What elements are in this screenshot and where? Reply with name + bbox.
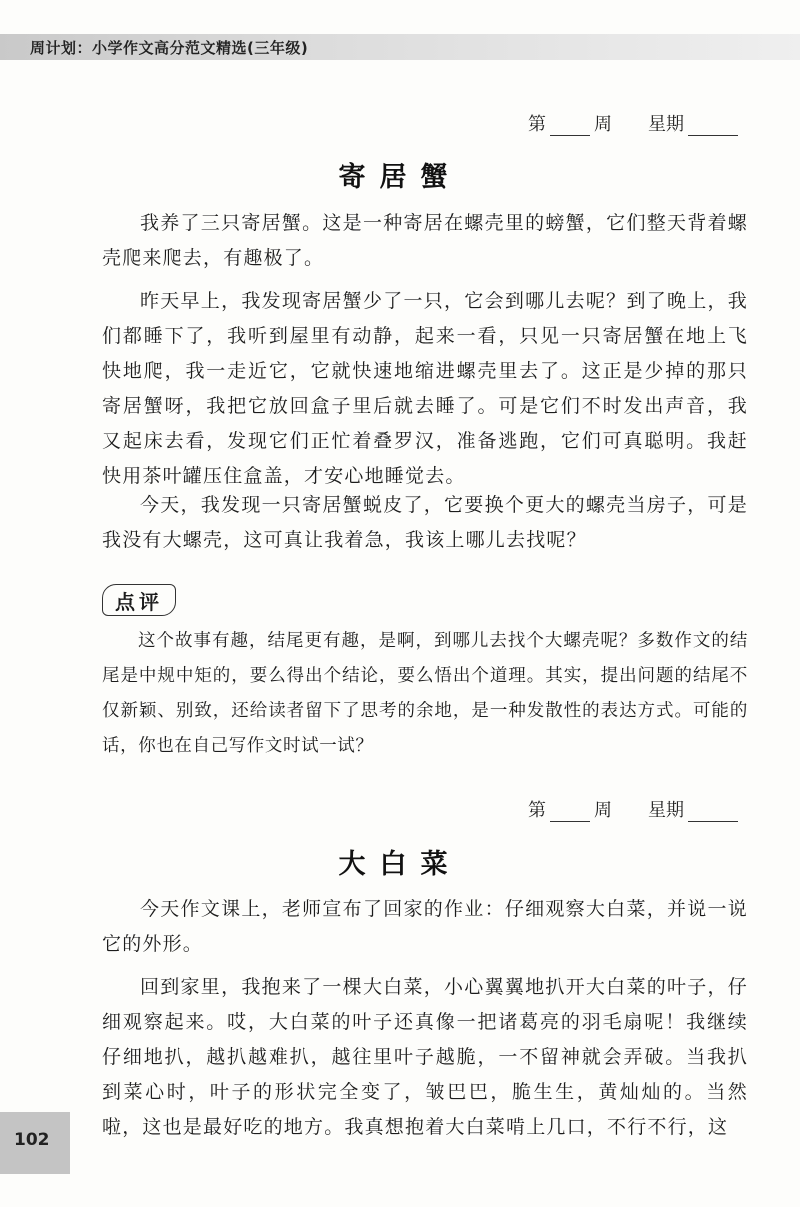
week-suffix: 周	[594, 800, 612, 821]
essay1-paragraph-1: 我养了三只寄居蟹。这是一种寄居在螺壳里的螃蟹，它们整天背着螺壳爬来爬去，有趣极了。	[102, 212, 748, 269]
essay-title-1: 寄居蟹	[338, 162, 462, 193]
week-suffix: 周	[594, 114, 612, 135]
week-day-line-1	[528, 110, 738, 136]
essay2-paragraph-1: 今天作文课上，老师宣布了回家的作业：仔细观察大白菜，并说一说它的外形。	[102, 898, 748, 955]
week-blank[interactable]	[550, 117, 590, 136]
essay1-paragraph-3: 今天，我发现一只寄居蟹蜕皮了，它要换个更大的螺壳当房子，可是我没有大螺壳，这可真让我着急，我该上哪儿去找呢？	[102, 494, 748, 551]
week-day-line-2	[528, 796, 738, 822]
weekday-label: 星期	[648, 114, 684, 135]
essay2-paragraph-2: 回到家里，我抱来了一棵大白菜，小心翼翼地扒开大白菜的叶子，仔细观察起来。哎，大白菜的叶子还真像一把诸葛亮的羽毛扇呢！我继续仔细地扒，越扒越难扒，越往里叶子越脆，一不留神就会弄破。当我扒到菜心时，叶子的形状完全变了，皱巴巴，脆生生，黄灿灿的。当然啦，这也是最好吃的地方。我真想抱着大白菜啃上几口，不行不行，这	[102, 976, 748, 1138]
week-blank[interactable]	[550, 803, 590, 822]
comment-badge: 点评	[102, 584, 176, 616]
book-title: 周计划：小学作文高分范文精选(三年级)	[30, 39, 309, 57]
essay-title-2: 大白菜	[338, 849, 462, 880]
page-number: 102	[14, 1130, 50, 1150]
weekday-blank[interactable]	[688, 117, 738, 136]
comment-text: 这个故事有趣，结尾更有趣，是啊，到哪儿去找个大螺壳呢？多数作文的结尾是中规中矩的，要么得出个结论，要么悟出个道理。其实，提出问题的结尾不仅新颖、别致，还给读者留下了思考的余地，是一种发散性的表达方式。可能的话，你也在自己写作文时试一试？	[102, 631, 748, 756]
weekday-label: 星期	[648, 800, 684, 821]
essay1-paragraph-2: 昨天早上，我发现寄居蟹少了一只，它会到哪儿去呢？到了晚上，我们都睡下了，我听到屋里有动静，起来一看，只见一只寄居蟹在地上飞快地爬，我一走近它，它就快速地缩进螺壳里去了。这正是少掉的那只寄居蟹呀，我把它放回盒子里后就去睡了。可是它们不时发出声音，我又起床去看，发现它们正忙着叠罗汉，准备逃跑，它们可真聪明。我赶快用茶叶罐压住盒盖，才安心地睡觉去。	[102, 290, 748, 487]
week-prefix: 第	[528, 114, 546, 135]
week-prefix: 第	[528, 800, 546, 821]
weekday-blank[interactable]	[688, 803, 738, 822]
